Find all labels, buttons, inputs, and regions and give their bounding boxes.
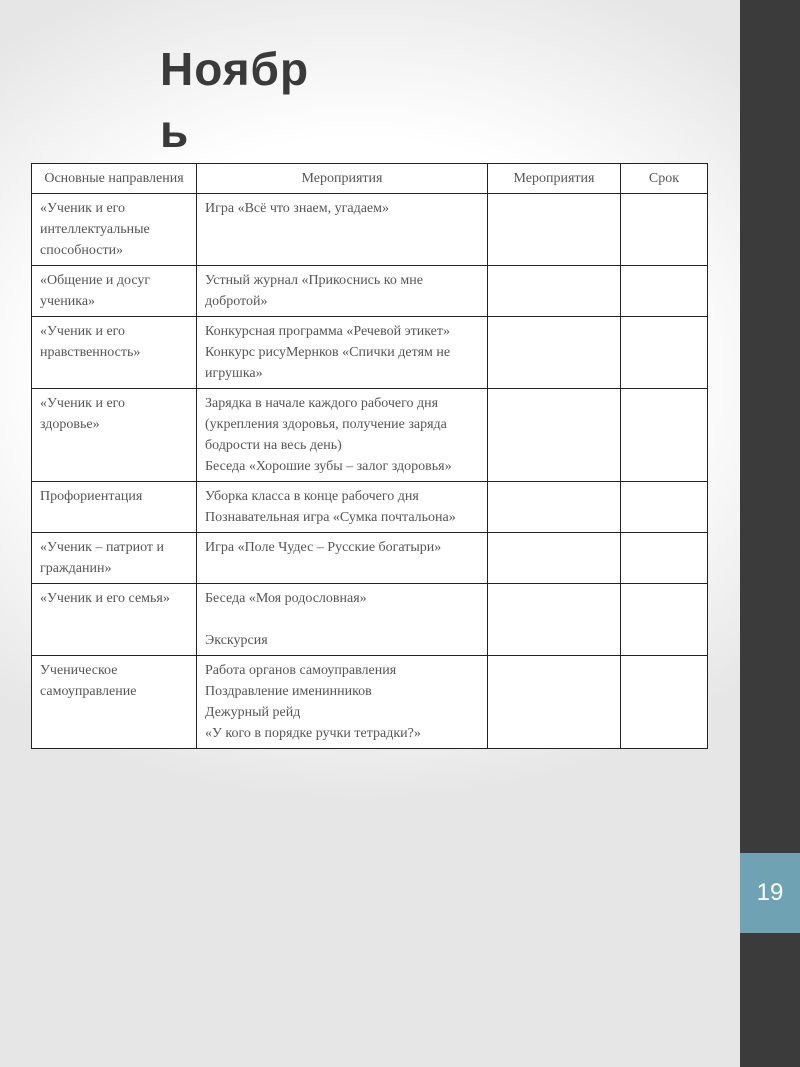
events-cell [197,266,488,317]
table-row [32,482,708,533]
event-item: Игра «Всё что знаем, угадаем» [205,201,389,216]
deadline-cell [621,389,708,482]
events-2-cell [488,389,621,482]
direction-cell: «Ученик и его нравственность» [32,317,197,389]
direction-cell: Профориентация [32,482,197,533]
event-item: Дежурный рейд [205,705,301,720]
header-events-2: Мероприятия [488,164,621,194]
plan-table [31,163,708,749]
event-item: Работа органов самоуправления [205,663,397,678]
events-2-cell [488,656,621,749]
deadline-cell [621,194,708,266]
events-cell [197,389,488,482]
direction-cell: «Общение и досуг ученика» [32,266,197,317]
deadline-cell [621,266,708,317]
header-directions: Основные направления [32,164,197,194]
direction-cell: Ученическое самоуправление [32,656,197,749]
table-row [32,317,708,389]
event-item: Конкурсная программа «Речевой этикет» [205,324,451,339]
table-row [32,533,708,584]
table-row [32,584,708,656]
table-row [32,266,708,317]
events-2-cell [488,482,621,533]
events-cell [197,194,488,266]
event-item: Игра «Поле Чудес – Русские богатыри» [205,540,442,555]
event-item: Устный журнал «Прикоснись ко мне добротой» [205,273,423,309]
event-item: «У кого в порядке ручки тетрадки?» [205,726,421,741]
deadline-cell [621,482,708,533]
event-item: Экскурсия [205,633,268,648]
slide-title: Ноябрь [160,43,310,157]
events-2-cell [488,533,621,584]
deadline-cell [621,584,708,656]
events-2-cell [488,194,621,266]
events-cell [197,584,488,656]
event-item: Беседа «Хорошие зубы – залог здоровья» [205,459,452,474]
events-2-cell [488,584,621,656]
header-events: Мероприятия [197,164,488,194]
deadline-cell [621,656,708,749]
direction-cell: «Ученик и его здоровье» [32,389,197,482]
deadline-cell [621,317,708,389]
table-row [32,194,708,266]
events-cell [197,533,488,584]
table-header-row [32,164,708,194]
direction-cell: «Ученик и его семья» [32,584,197,656]
event-item: Конкурс рисуМернков «Спички детям не игрушка» [205,345,451,381]
direction-cell: «Ученик – патриот и гражданин» [32,533,197,584]
page-number: 19 [740,853,800,933]
events-2-cell [488,317,621,389]
table-row [32,389,708,482]
event-item: Уборка класса в конце рабочего дня [205,489,419,504]
events-cell [197,656,488,749]
event-item [205,609,479,630]
events-cell [197,482,488,533]
direction-cell: «Ученик и его интеллектуальные способности» [32,194,197,266]
events-2-cell [488,266,621,317]
events-cell [197,317,488,389]
event-item: Зарядка в начале каждого рабочего дня (укрепления здоровья, получение заряда бодрости на весь день) [205,396,447,453]
header-deadline: Срок [621,164,708,194]
event-item: Познавательная игра «Сумка почтальона» [205,510,456,525]
table-row [32,656,708,749]
event-item: Беседа «Моя родословная» [205,591,367,606]
deadline-cell [621,533,708,584]
event-item: Поздравление именинников [205,684,372,699]
